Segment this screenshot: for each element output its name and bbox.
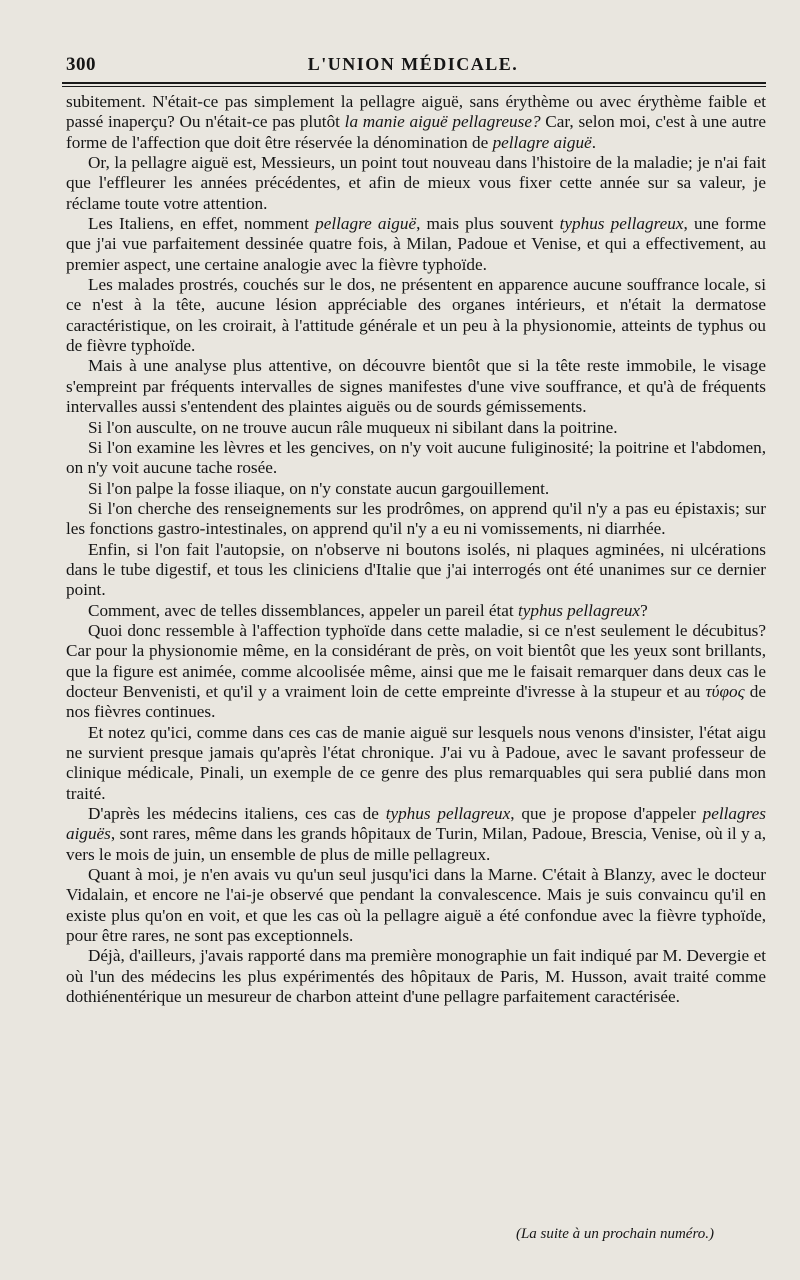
italic-text: τύφος bbox=[705, 681, 745, 701]
paragraph bbox=[66, 804, 766, 865]
italic-text: typhus pellagreux bbox=[559, 214, 684, 234]
paragraph bbox=[66, 92, 766, 153]
page-number: 300 bbox=[66, 54, 96, 75]
text-run: Les Italiens, en effet, nomment bbox=[88, 214, 316, 234]
paragraph bbox=[66, 621, 766, 723]
text-run: , mais plus souvent bbox=[416, 214, 560, 234]
text-run: , sont rares, même dans les grands hôpitaux de Turin, Milan, Padoue, Brescia, Venise, où il y a, vers le mois de juin, un ensemble de plus de mille pellagreux. bbox=[66, 824, 766, 864]
text-run: de nos fièvres continues. bbox=[66, 681, 766, 722]
text-run: Si l'on cherche des renseignements sur les prodrômes, on apprend qu'il n'y a pas eu épistaxis; sur les fonctions gastro-intestinales, on apprend qu'il n'y a eu ni vomissements, ni diarrhée. bbox=[66, 498, 766, 539]
italic-text: pellagre aiguë bbox=[315, 214, 417, 234]
continuation-note: (La suite à un prochain numéro.) bbox=[515, 1226, 714, 1242]
running-title: L'UNION MÉDICALE. bbox=[307, 54, 519, 74]
header-rule-thin bbox=[62, 86, 766, 87]
paragraph bbox=[66, 214, 766, 275]
text-run: Quoi donc ressemble à l'affection typhoïde dans cette maladie, si ce n'est seulement le décubitus? Car pour la physionomie même, en la considérant de près, on voit bientôt que les yeux sont brillants, que la figure est animée, comme alcoolisée même, ainsi que me le faisait remarquer dans deux cas le docteur Benvenisti, et qu'il y a vraiment loin de cette empreinte d'ivresse à la stupeur et au bbox=[66, 620, 766, 701]
paragraph bbox=[66, 356, 766, 417]
text-run: ? bbox=[640, 600, 648, 620]
paragraph bbox=[66, 540, 766, 601]
text-run: Si l'on examine les lèvres et les gencives, on n'y voit aucune fuliginosité; la poitrine et l'abdomen, on n'y voit aucune tache rosée. bbox=[66, 437, 766, 478]
text-run: Comment, avec de telles dissemblances, appeler un pareil état bbox=[88, 600, 519, 620]
paragraph bbox=[66, 418, 766, 438]
page-header bbox=[62, 48, 764, 76]
header-rule bbox=[62, 82, 766, 84]
paragraph bbox=[66, 479, 766, 499]
text-run: Les malades prostrés, couchés sur le dos, ne présentent en apparence aucune souffrance locale, si ce n'est à la tête, aucune lésion appréciable des organes intérieurs, et n'était la dermatose caractéristique, on les croirait, à l'attitude générale et un peu à la physionomie, atteints de typhus ou de fièvre typhoïde. bbox=[66, 275, 766, 356]
text-run: , une forme que j'ai vue parfaitement dessinée quatre fois, à Milan, Padoue et Venise, et qui a effectivement, au premier aspect, une certaine analogie avec la fièvre typhoïde. bbox=[66, 214, 766, 274]
text-run: Et notez qu'ici, comme dans ces cas de manie aiguë sur lesquels nous venons d'insister, l'état aigu ne survient presque jamais qu'après l'état chronique. J'ai vu à Padoue, avec le savant professeur de clinique médicale, Pinali, un exemple de ce genre des plus remarquables qui sera publié dans mon traité. bbox=[66, 722, 766, 803]
italic-text: pellagres aiguës bbox=[66, 804, 766, 844]
text-run: Car, selon moi, c'est à une autre forme de l'affection que doit être réservée la dénomination de bbox=[66, 112, 767, 152]
paragraph bbox=[66, 153, 766, 214]
article-body bbox=[66, 92, 766, 1007]
text-run: . bbox=[591, 132, 596, 152]
paragraph bbox=[66, 723, 766, 804]
italic-text: pellagre aiguë bbox=[492, 132, 592, 152]
paragraph bbox=[66, 275, 766, 356]
text-run: Si l'on ausculte, on ne trouve aucun râle muqueux ni sibilant dans la poitrine. bbox=[88, 417, 618, 437]
text-run: Or, la pellagre aiguë est, Messieurs, un point tout nouveau dans l'histoire de la maladie; je n'ai fait que l'effleurer les années précédentes, et afin de mieux vous fixer cette année sur sa valeur, je réclame toute votre attention. bbox=[66, 153, 766, 213]
italic-text: la manie aiguë pellagreuse? bbox=[344, 112, 541, 132]
text-run: , que je propose d'appeler bbox=[510, 804, 703, 824]
paragraph bbox=[66, 865, 766, 946]
text-run: D'après les médecins italiens, ces cas de bbox=[88, 804, 386, 824]
text-run: Si l'on palpe la fosse iliaque, on n'y constate aucun gargouillement. bbox=[88, 478, 550, 498]
text-run: Mais à une analyse plus attentive, on découvre bientôt que si la tête reste immobile, le visage s'empreint par fréquents intervalles de signes manifestes d'une vive souffrance, et qu'à de fréquents intervalles aussi s'entendent des plaintes aiguës ou de sourds gémissements. bbox=[66, 356, 766, 417]
paragraph bbox=[66, 601, 766, 621]
paragraph bbox=[66, 946, 766, 1007]
italic-text: typhus pellagreux bbox=[385, 804, 511, 824]
paragraph bbox=[66, 438, 766, 479]
text-run: Quant à moi, je n'en avais vu qu'un seul jusqu'ici dans la Marne. C'était à Blanzy, avec le docteur Vidalain, et encore ne l'ai-je observé que pendant la convalescence. Mais je suis convaincu qu'il en existe plus qu'on en voit, et que les cas où la pellagre aiguë a été confondue avec la fièvre typhoïde, pour être rares, ne sont pas exceptionnels. bbox=[66, 865, 766, 946]
text-run: Enfin, si l'on fait l'autopsie, on n'observe ni boutons isolés, ni plaques agminées, ni ulcérations dans le tube digestif, et tous les cliniciens d'Italie que j'ai interrogés ont été unanimes sur ce dernier point. bbox=[66, 539, 766, 600]
text-run: Déjà, d'ailleurs, j'avais rapporté dans ma première monographie un fait indiqué par M. Devergie et où l'un des médecins les plus expérimentés des hôpitaux de Paris, M. Husson, avait traité comme dothiénentérique un mesureur de charbon atteint d'une pellagre parfaitement caractérisée. bbox=[66, 946, 766, 1007]
paragraph bbox=[66, 499, 766, 540]
italic-text: typhus pellagreux bbox=[518, 600, 641, 620]
text-run: subitement. N'était-ce pas simplement la pellagre aiguë, sans érythème ou avec érythème faible et passé inaperçu? Ou n'était-ce pas plutôt bbox=[66, 92, 766, 132]
